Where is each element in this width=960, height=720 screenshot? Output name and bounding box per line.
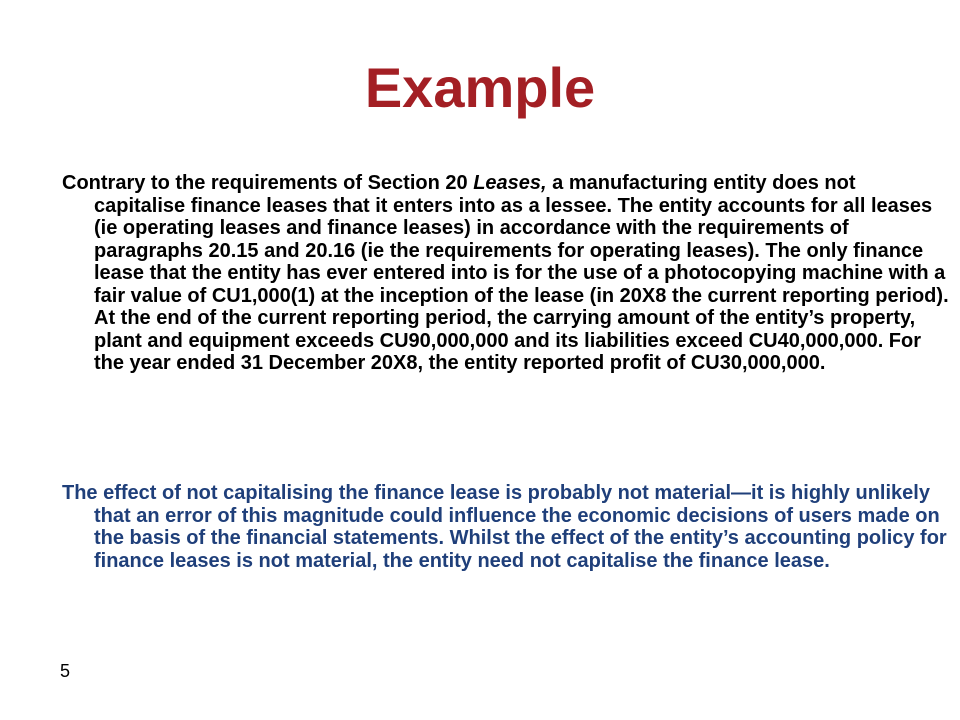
section-title-italic: Leases,: [473, 172, 547, 194]
example-paragraph: [62, 172, 952, 375]
paragraph-text-end: a manufacturing entity does not capitalise finance leases that it enters into as a lessee. The entity accounts for all leases (ie operating leases and finance leases) in accordance with the requirements of paragraphs 20.15 and 20.16 (ie the requirements for operating leases). The only finance lease that the entity has ever entered into is for the use of a photocopying machine with a fair value of CU1,000(1) at the inception of the lease (in 20X8 the current reporting period). At the end of the current reporting period, the carrying amount of the entity’s property, plant and equipment exceeds CU90,000,000 and its liabilities exceed CU40,000,000. For the year ended 31 December 20X8, the entity reported profit of CU30,000,000.: [94, 172, 949, 374]
paragraph-text-start: Contrary to the requirements of Section 20: [62, 172, 474, 194]
page-number: 5: [60, 661, 71, 681]
slide-title: Example: [364, 56, 596, 119]
answer-paragraph: The effect of not capitalising the finance lease is probably not material—it is highly unlikely that an error of this magnitude could influence the economic decisions of users made on the basis of the financial statements. Whilst the effect of the entity’s accounting policy for finance leases is not material, the entity need not capitalise the finance lease.: [62, 482, 947, 572]
